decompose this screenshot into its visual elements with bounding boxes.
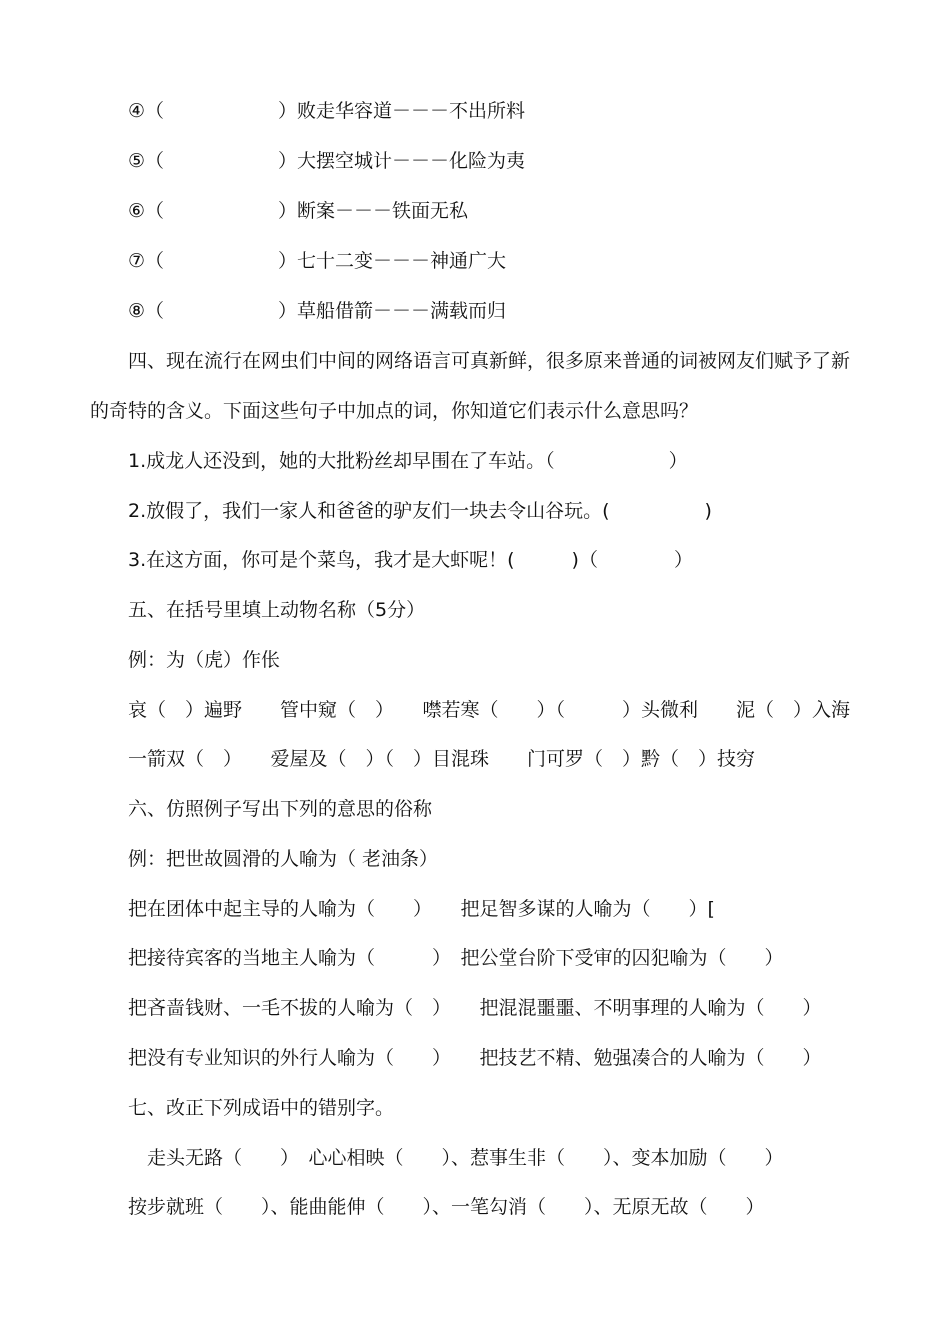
section-5-row-2: 一箭双（ ） 爱屋及（ ）（ ）目混珠 门可罗（ ）黔（ ）技穷 xyxy=(128,748,756,770)
question-1: 1.成龙人还没到，她的大批粉丝却早围在了车站。（ ） xyxy=(128,450,688,472)
section-6-row-2: 把接待宾客的当地主人喻为（ ） 把公堂台阶下受审的囚犯喻为（ ） xyxy=(128,947,784,969)
section-6-row-4: 把没有专业知识的外行人喻为（ ） 把技艺不精、勉强凑合的人喻为（ ） xyxy=(128,1047,822,1069)
question-2: 2.放假了，我们一家人和爸爸的驴友们一块去令山谷玩。( ) xyxy=(128,500,712,522)
section-7-row-2: 按步就班（ ）、能曲能伸（ ）、一笔勾消（ ）、无原无故（ ） xyxy=(128,1196,765,1218)
section-7-row-1: 走头无路（ ） 心心相映（ ）、惹事生非（ ）、变本加励（ ） xyxy=(147,1147,784,1169)
section-4-heading: 四、现在流行在网虫们中间的网络语言可真新鲜，很多原来普通的词被网友们赋予了新 xyxy=(128,350,851,372)
question-3: 3.在这方面，你可是个菜鸟，我才是大虾呢！( )（ ） xyxy=(128,549,693,571)
match-item-8: ⑧（ ）草船借箭－－－满载而归 xyxy=(128,300,507,322)
section-7-heading: 七、改正下列成语中的错别字。 xyxy=(128,1097,395,1119)
section-6-row-1: 把在团体中起主导的人喻为（ ） 把足智多谋的人喻为（ ）[ xyxy=(128,898,715,920)
section-6-heading: 六、仿照例子写出下列的意思的俗称 xyxy=(128,798,433,820)
section-6-example: 例：把世故圆滑的人喻为（ 老油条） xyxy=(128,848,439,870)
match-item-7: ⑦（ ）七十二变－－－神通广大 xyxy=(128,250,507,272)
section-5-row-1: 哀（ ）遍野 管中窥（ ） 噤若寒（ ）（ ）头微利 泥（ ）入海 xyxy=(128,699,851,721)
section-5-example: 例：为（虎）作伥 xyxy=(128,649,281,671)
match-item-4: ④（ ）败走华容道－－－不出所料 xyxy=(128,100,526,122)
section-4-heading-cont: 的奇特的含义。下面这些句子中加点的词，你知道它们表示什么意思吗？ xyxy=(90,400,699,422)
section-6-row-3: 把吝啬钱财、一毛不拔的人喻为（ ） 把混混噩噩、不明事理的人喻为（ ） xyxy=(128,997,822,1019)
section-5-heading: 五、在括号里填上动物名称（5分） xyxy=(128,599,426,621)
match-item-6: ⑥（ ）断案－－－铁面无私 xyxy=(128,200,469,222)
match-item-5: ⑤（ ）大摆空城计－－－化险为夷 xyxy=(128,150,526,172)
